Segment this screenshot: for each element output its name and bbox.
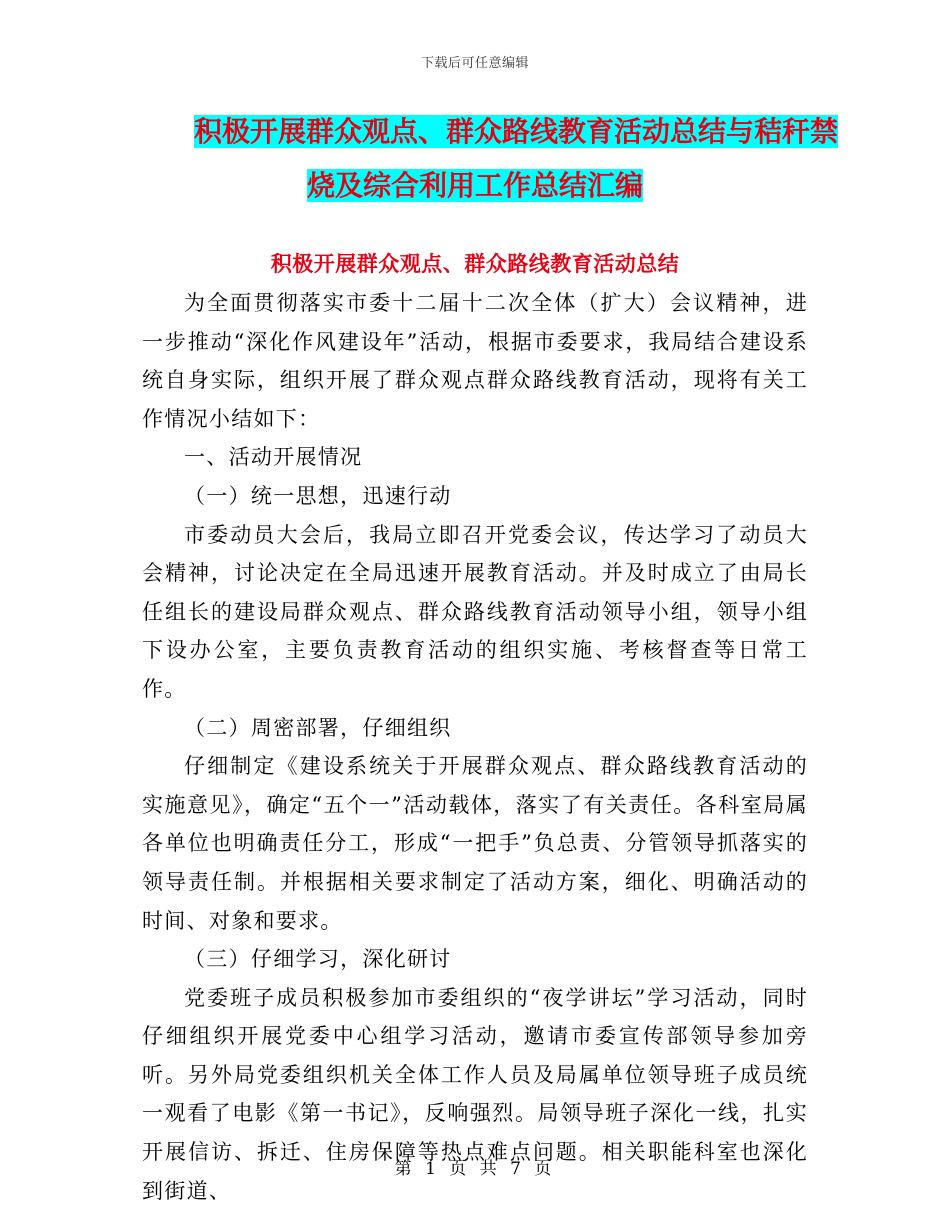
main-title-line2: 烧及综合利用工作总结汇编 — [306, 169, 643, 202]
paragraph-implementation: 仔细制定《建设系统关于开展群众观点、群众路线教育活动的实施意见》，确定“五个一”活动载体，落实了有关责任。各科室局属各单位也明确责任分工，形成“一把手”负总责、分管领导抓落实的领导责任制。并根据相关要求制定了活动方案，细化、明确活动的时间、对象和要求。 — [142, 754, 808, 933]
main-title-line1: 积极开展群众观点、群众路线教育活动总结与秸秆禁 — [194, 115, 839, 148]
header-note: 下载后可任意编辑 — [420, 56, 529, 71]
section-title: 积极开展群众观点、群众路线教育活动总结 — [270, 252, 680, 276]
page-number: 第 1 页 共 7 页 — [394, 1159, 556, 1179]
subheading-careful-deployment: （二）周密部署，仔细组织 — [184, 715, 452, 740]
paragraph-intro: 为全面贯彻落实市委十二届十二次全体（扩大）会议精神，进一步推动“深化作风建设年”活动，根据市委要求，我局结合建设系统自身实际，组织开展了群众观点群众路线教育活动，现将有关工作情况小结如下： — [142, 291, 808, 431]
document-body — [142, 284, 808, 1210]
paragraph-study: 党委班子成员积极参加市委组织的“夜学讲坛”学习活动，同时仔细组织开展党委中心组学习活动，邀请市委宣传部领导参加旁听。另外局党委组织机关全体工作人员及局属单位领导班子成员统一观看了电影《第一书记》，反响强烈。局领导班子深化一线，扎实开展信访、拆迁、住房保障等热点难点问题。相关职能科室也深化到街道、 — [142, 985, 808, 1203]
subheading-unify-thinking: （一）统一思想，迅速行动 — [184, 483, 452, 508]
paragraph-mobilization: 市委动员大会后，我局立即召开党委会议，传达学习了动员大会精神，讨论决定在全局迅速开展教育活动。并及时成立了由局长任组长的建设局群众观点、群众路线教育活动领导小组，领导小组下设办公室，主要负责教育活动的组织实施、考核督查等日常工作。 — [142, 522, 808, 701]
heading-activity-status: 一、活动开展情况 — [184, 445, 363, 470]
subheading-careful-study: （三）仔细学习，深化研讨 — [184, 947, 452, 972]
main-title — [140, 108, 839, 210]
